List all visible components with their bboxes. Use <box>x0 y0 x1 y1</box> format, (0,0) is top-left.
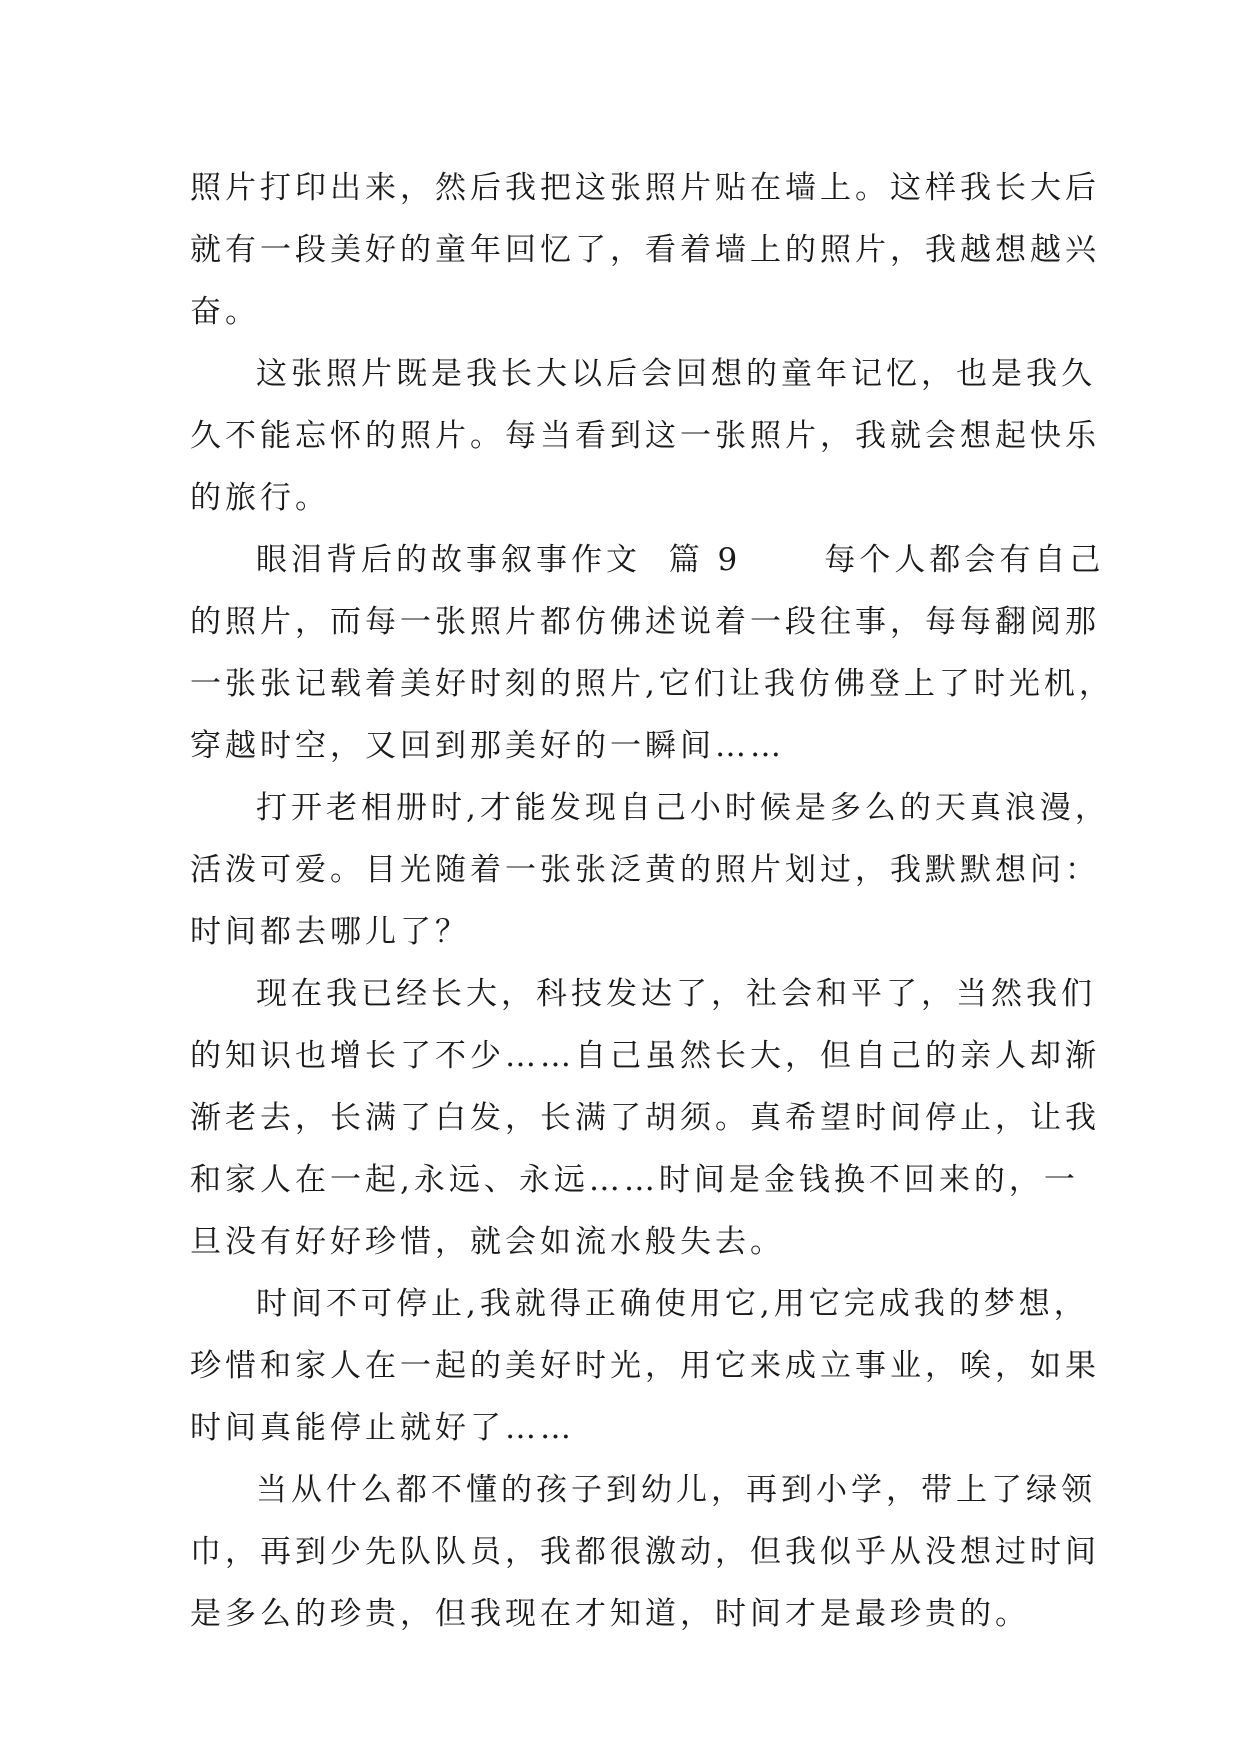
text-line-16: 渐老去，长满了白发，长满了胡须。真希望时间停止，让我 <box>190 1100 1100 1136</box>
text-line-21: 时间真能停止就好了…… <box>190 1410 575 1446</box>
text-line-11: 打开老相册时,才能发现自己小时候是多么的天真浪漫， <box>256 790 1110 826</box>
text-line-5: 久不能忘怀的照片。每当看到这一张照片，我就会想起快乐 <box>190 418 1100 454</box>
text-line-13: 时间都去哪儿了？ <box>190 914 470 950</box>
text-line-22: 当从什么都不懂的孩子到幼儿，再到小学，带上了绿领 <box>256 1472 1096 1508</box>
text-line-1: 照片打印出来，然后我把这张照片贴在墙上。这样我长大后 <box>190 170 1100 206</box>
document-page <box>190 157 1114 1645</box>
text-line-4: 这张照片既是我长大以后会回想的童年记忆，也是我久 <box>256 356 1096 392</box>
text-line-24: 是多么的珍贵，但我现在才知道，时间才是最珍贵的。 <box>190 1596 1030 1632</box>
text-line-10: 穿越时空，又回到那美好的一瞬间…… <box>190 728 785 764</box>
text-line-15: 的知识也增长了不少……自己虽然长大，但自己的亲人却渐 <box>190 1038 1100 1074</box>
text-line-23: 巾，再到少先队队员，我都很激动，但我似乎从没想过时间 <box>190 1534 1100 1570</box>
text-line-14: 现在我已经长大，科技发达了，社会和平了，当然我们 <box>256 976 1096 1012</box>
text-line-6: 的旅行。 <box>190 480 330 516</box>
text-line-17: 和家人在一起,永远、永远……时间是金钱换不回来的，一 <box>190 1162 1079 1198</box>
text-line-19: 时间不可停止,我就得正确使用它,用它完成我的梦想， <box>256 1286 1089 1322</box>
text-line-20: 珍惜和家人在一起的美好时光，用它来成立事业，唉，如果 <box>190 1348 1100 1384</box>
text-line-8: 的照片，而每一张照片都仿佛述说着一段往事，每每翻阅那 <box>190 604 1100 640</box>
text-line-9: 一张张记载着美好时刻的照片,它们让我仿佛登上了时光机， <box>190 666 1114 702</box>
text-line-12: 活泼可爱。目光随着一张张泛黄的照片划过，我默默想问： <box>190 852 1100 888</box>
text-line-7: 眼泪背后的故事叙事作文 篇 9 每个人都会有自己 <box>256 542 1105 578</box>
text-line-18: 旦没有好好珍惜，就会如流水般失去。 <box>190 1224 785 1260</box>
text-line-3: 奋。 <box>190 294 260 330</box>
text-line-2: 就有一段美好的童年回忆了，看着墙上的照片，我越想越兴 <box>190 232 1100 268</box>
